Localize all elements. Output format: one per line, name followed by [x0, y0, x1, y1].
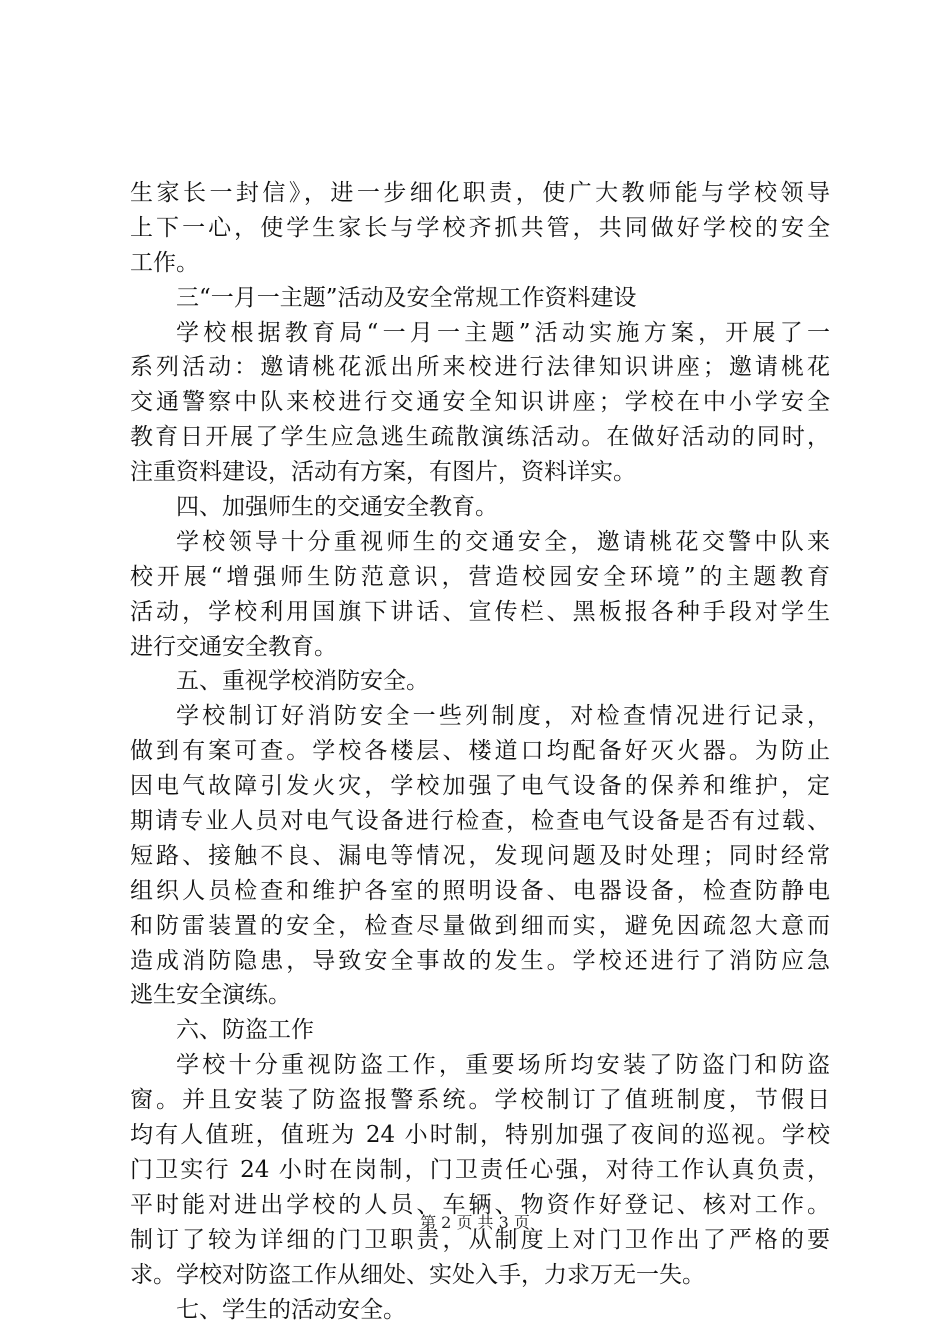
document-body — [130, 176, 830, 1327]
text-line: 逃生安全演练。 — [130, 982, 291, 1009]
text-line: 因电气故障引发火灾，学校加强了电气设备的保养和维护，定 — [130, 773, 830, 800]
text-line: 短路、接触不良、漏电等情况，发现问题及时处理；同时经常 — [130, 842, 830, 869]
text-line: 交通警察中队来校进行交通安全知识讲座；学校在中小学安全 — [130, 389, 830, 416]
text-line: 工作。 — [130, 249, 199, 276]
text-line: 学校十分重视防盗工作，重要场所均安装了防盗门和防盗 — [176, 1052, 830, 1079]
text-line: 七、学生的活动安全。 — [176, 1296, 406, 1323]
text-line: 五、重视学校消防安全。 — [176, 668, 429, 695]
text-line: 校开展“增强师生防范意识，营造校园安全环境”的主题教育 — [130, 563, 830, 590]
text-line: 和防雷装置的安全，检查尽量做到细而实，避免因疏忽大意而 — [130, 912, 830, 939]
text-line: 做到有案可查。学校各楼层、楼道口均配备好灭火器。为防止 — [130, 738, 830, 765]
text-line: 三“一月一主题”活动及安全常规工作资料建设 — [176, 284, 637, 311]
text-line: 平时能对进出学校的人员、车辆、物资作好登记、核对工作。 — [130, 1191, 830, 1218]
text-line: 学校领导十分重视师生的交通安全，邀请桃花交警中队来 — [176, 528, 830, 555]
text-line: 活动，学校利用国旗下讲话、宣传栏、黑板报各种手段对学生 — [130, 598, 830, 625]
text-line: 均有人值班，值班为 24 小时制，特别加强了夜间的巡视。学校 — [130, 1122, 830, 1149]
text-line: 上下一心，使学生家长与学校齐抓共管，共同做好学校的安全 — [130, 214, 830, 241]
text-line: 六、防盗工作 — [176, 1017, 314, 1044]
text-line: 注重资料建设，活动有方案，有图片，资料详实。 — [130, 459, 636, 486]
text-line: 门卫实行 24 小时在岗制，门卫责任心强，对待工作认真负责， — [130, 1156, 830, 1183]
text-line: 系列活动：邀请桃花派出所来校进行法律知识讲座；邀请桃花 — [130, 354, 830, 381]
text-line: 期请专业人员对电气设备进行检查，检查电气设备是否有过载、 — [130, 808, 830, 835]
text-line: 进行交通安全教育。 — [130, 633, 337, 660]
text-line: 求。学校对防盗工作从细处、实处入手，力求万无一失。 — [130, 1261, 705, 1288]
text-line: 学校制订好消防安全一些列制度，对检查情况进行记录， — [176, 703, 830, 730]
text-line: 学校根据教育局“一月一主题”活动实施方案，开展了一 — [176, 319, 830, 346]
text-line: 造成消防隐患，导致安全事故的发生。学校还进行了消防应急 — [130, 947, 830, 974]
text-line: 窗。并且安装了防盗报警系统。学校制订了值班制度，节假日 — [130, 1087, 830, 1114]
text-line: 制订了较为详细的门卫职责，从制度上对门卫作出了严格的要 — [130, 1226, 830, 1253]
text-line: 组织人员检查和维护各室的照明设备、电器设备，检查防静电 — [130, 877, 830, 904]
text-line: 生家长一封信》，进一步细化职责，使广大教师能与学校领导 — [130, 180, 830, 206]
page-number-footer: 第 2 页 共 3 页 — [420, 1213, 530, 1232]
text-line: 四、加强师生的交通安全教育。 — [176, 494, 498, 521]
text-line: 教育日开展了学生应急逃生疏散演练活动。在做好活动的同时， — [130, 424, 830, 451]
